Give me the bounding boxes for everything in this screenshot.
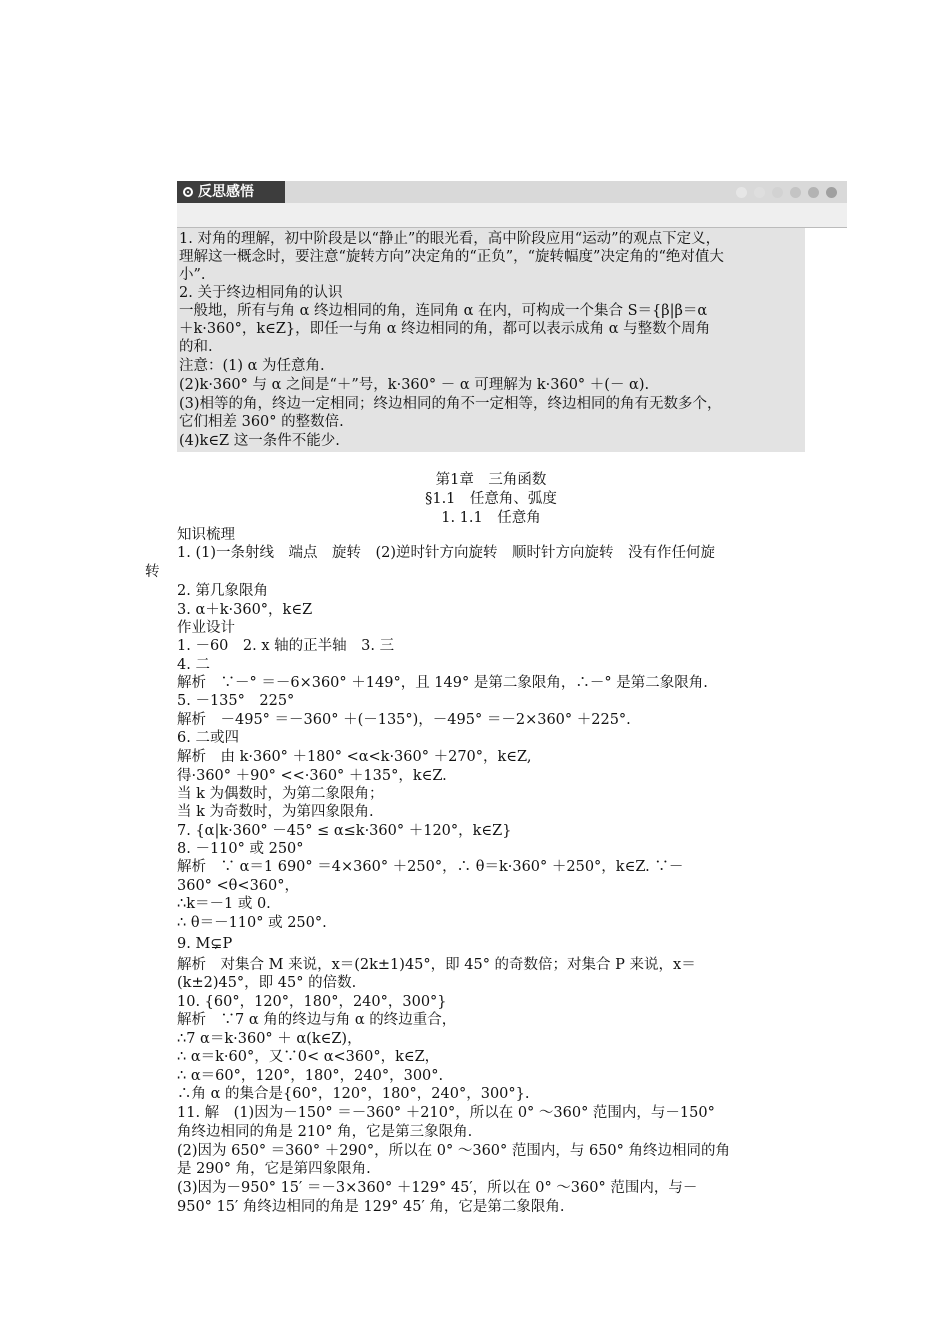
body-line: ∴ α＝k·60°，又∵0< α<360°，k∈Z， — [177, 1049, 440, 1065]
body-line: ∴k＝－1 或 0. — [177, 896, 271, 912]
reflection-line: 它们相差 360° 的整数倍. — [179, 414, 344, 430]
body-line: 6. 二或四 — [177, 730, 239, 746]
reflection-line: 的和. — [179, 339, 213, 355]
body-line: 2. 第几象限角 — [177, 583, 268, 599]
body-line: 角终边相同的角是 210° 角，它是第三象限角. — [177, 1124, 473, 1140]
banner-title: 反思感悟 — [198, 184, 254, 200]
body-line: 解析 ∵7 α 角的终边与角 α 的终边重合， — [177, 1012, 457, 1028]
body-line: 转 — [145, 564, 160, 580]
reflection-line: 一般地，所有与角 α 终边相同的角，连同角 α 在内，可构成一个集合 S＝{β|β＝α — [179, 303, 708, 319]
dot-icon — [790, 187, 801, 198]
reflection-line: 注意：(1) α 为任意角. — [179, 358, 325, 374]
reflection-line: 2. 关于终边相同角的认识 — [179, 285, 343, 301]
body-line: (2)因为 650° ＝360° ＋290°，所以在 0° ～360° 范围内，与 650° 角终边相同的角 — [177, 1143, 731, 1159]
body-line: 9. M⊊P — [177, 936, 233, 952]
body-line: ∴角 α 的集合是{60°，120°，180°，240°，300°}. — [177, 1086, 530, 1102]
body-line: (3)因为－950° 15′ ＝－3×360° ＋129° 45′，所以在 0° ～360° 范围内，与－ — [177, 1180, 698, 1196]
target-bullet-icon — [183, 187, 193, 197]
body-line: 11. 解 (1)因为－150° ＝－360° ＋210°，所以在 0° ～360° 范围内，与－150° — [177, 1105, 715, 1121]
body-line: 8. －110° 或 250° — [177, 841, 304, 857]
chapter-heading: 第1章 三角函数 — [435, 472, 547, 488]
decorative-dots — [729, 186, 837, 202]
body-line: 是 290° 角，它是第四象限角. — [177, 1161, 371, 1177]
body-line: ∴ θ＝－110° 或 250°. — [177, 915, 327, 931]
body-line: ∴ α＝60°，120°，180°，240°，300°. — [177, 1068, 444, 1084]
reflection-line: 小”. — [179, 267, 206, 283]
body-line: (k±2)45°，即 45° 的倍数. — [177, 975, 357, 991]
body-line: 作业设计 — [177, 620, 235, 636]
body-line: 当 k 为奇数时，为第四象限角. — [177, 804, 374, 820]
body-line: 当 k 为偶数时，为第二象限角； — [177, 786, 384, 802]
reflection-line: (4)k∈Z 这一条件不能少. — [179, 433, 340, 449]
body-line: 1. (1)一条射线 端点 旋转 (2)逆时针方向旋转 顺时针方向旋转 没有作任何旋 — [177, 545, 716, 561]
body-line: 解析 由 k·360° ＋180° <α<k·360° ＋270°，k∈Z, — [177, 749, 532, 765]
banner-tab — [177, 181, 285, 203]
body-line: 7. {α|k·360° －45° ≤ α≤k·360° ＋120°，k∈Z} — [177, 823, 512, 839]
body-line: 4. 二 — [177, 657, 210, 673]
dot-icon — [772, 187, 783, 198]
body-line: 950° 15′ 角终边相同的角是 129° 45′ 角，它是第二象限角. — [177, 1199, 565, 1215]
dot-icon — [754, 187, 765, 198]
dot-icon — [826, 187, 837, 198]
reflection-line: 理解这一概念时，要注意“旋转方向”决定角的“正负”，“旋转幅度”决定角的“绝对值大 — [179, 249, 724, 265]
body-line: 解析 对集合 M 来说，x＝(2k±1)45°，即 45° 的奇数倍；对集合 P 来说，x＝ — [177, 957, 696, 973]
subsection-heading: 1. 1.1 任意角 — [441, 510, 541, 526]
body-line: 知识梳理 — [177, 527, 235, 543]
body-line: 解析 ∵ α＝1 690° ＝4×360° ＋250°，∴ θ＝k·360° ＋250°，k∈Z. ∵－ — [177, 859, 684, 875]
reflection-line: (3)相等的角，终边一定相同；终边相同的角不一定相等，终边相同的角有无数多个， — [179, 396, 722, 412]
reflection-line: 1. 对角的理解，初中阶段是以“静止”的眼光看，高中阶段应用“运动”的观点下定义， — [179, 231, 721, 247]
body-line: 解析 ∵－° ＝－6×360° ＋149°，且 149° 是第二象限角，∴－° 是第二象限角. — [177, 675, 708, 691]
body-line: 得·360° ＋90° <<·360° ＋135°，k∈Z. — [177, 768, 447, 784]
body-line: 1. －60 2. x 轴的正半轴 3. 三 — [177, 638, 395, 654]
body-line: 5. －135° 225° — [177, 693, 295, 709]
body-line: 10. {60°，120°，180°，240°，300°} — [177, 994, 447, 1010]
reflection-line: (2)k·360° 与 α 之间是“＋”号，k·360° － α 可理解为 k·360° ＋(－ α). — [179, 377, 650, 393]
body-line: ∴7 α＝k·360° ＋ α(k∈Z)， — [177, 1031, 362, 1047]
dot-icon — [736, 187, 747, 198]
dot-icon — [808, 187, 819, 198]
section-heading: §1.1 任意角、弧度 — [425, 491, 557, 507]
reflection-line: ＋k·360°，k∈Z}，即任一与角 α 终边相同的角，都可以表示成角 α 与整数个周角 — [179, 321, 711, 337]
body-line: 解析 －495° ＝－360° ＋(－135°)，－495° ＝－2×360° ＋225°. — [177, 712, 631, 728]
section-banner — [177, 181, 847, 203]
reflection-box — [177, 228, 805, 452]
body-line: 3. α＋k·360°，k∈Z — [177, 602, 313, 618]
body-line: 360° <θ<360°， — [177, 878, 299, 894]
banner-underband — [177, 203, 847, 228]
